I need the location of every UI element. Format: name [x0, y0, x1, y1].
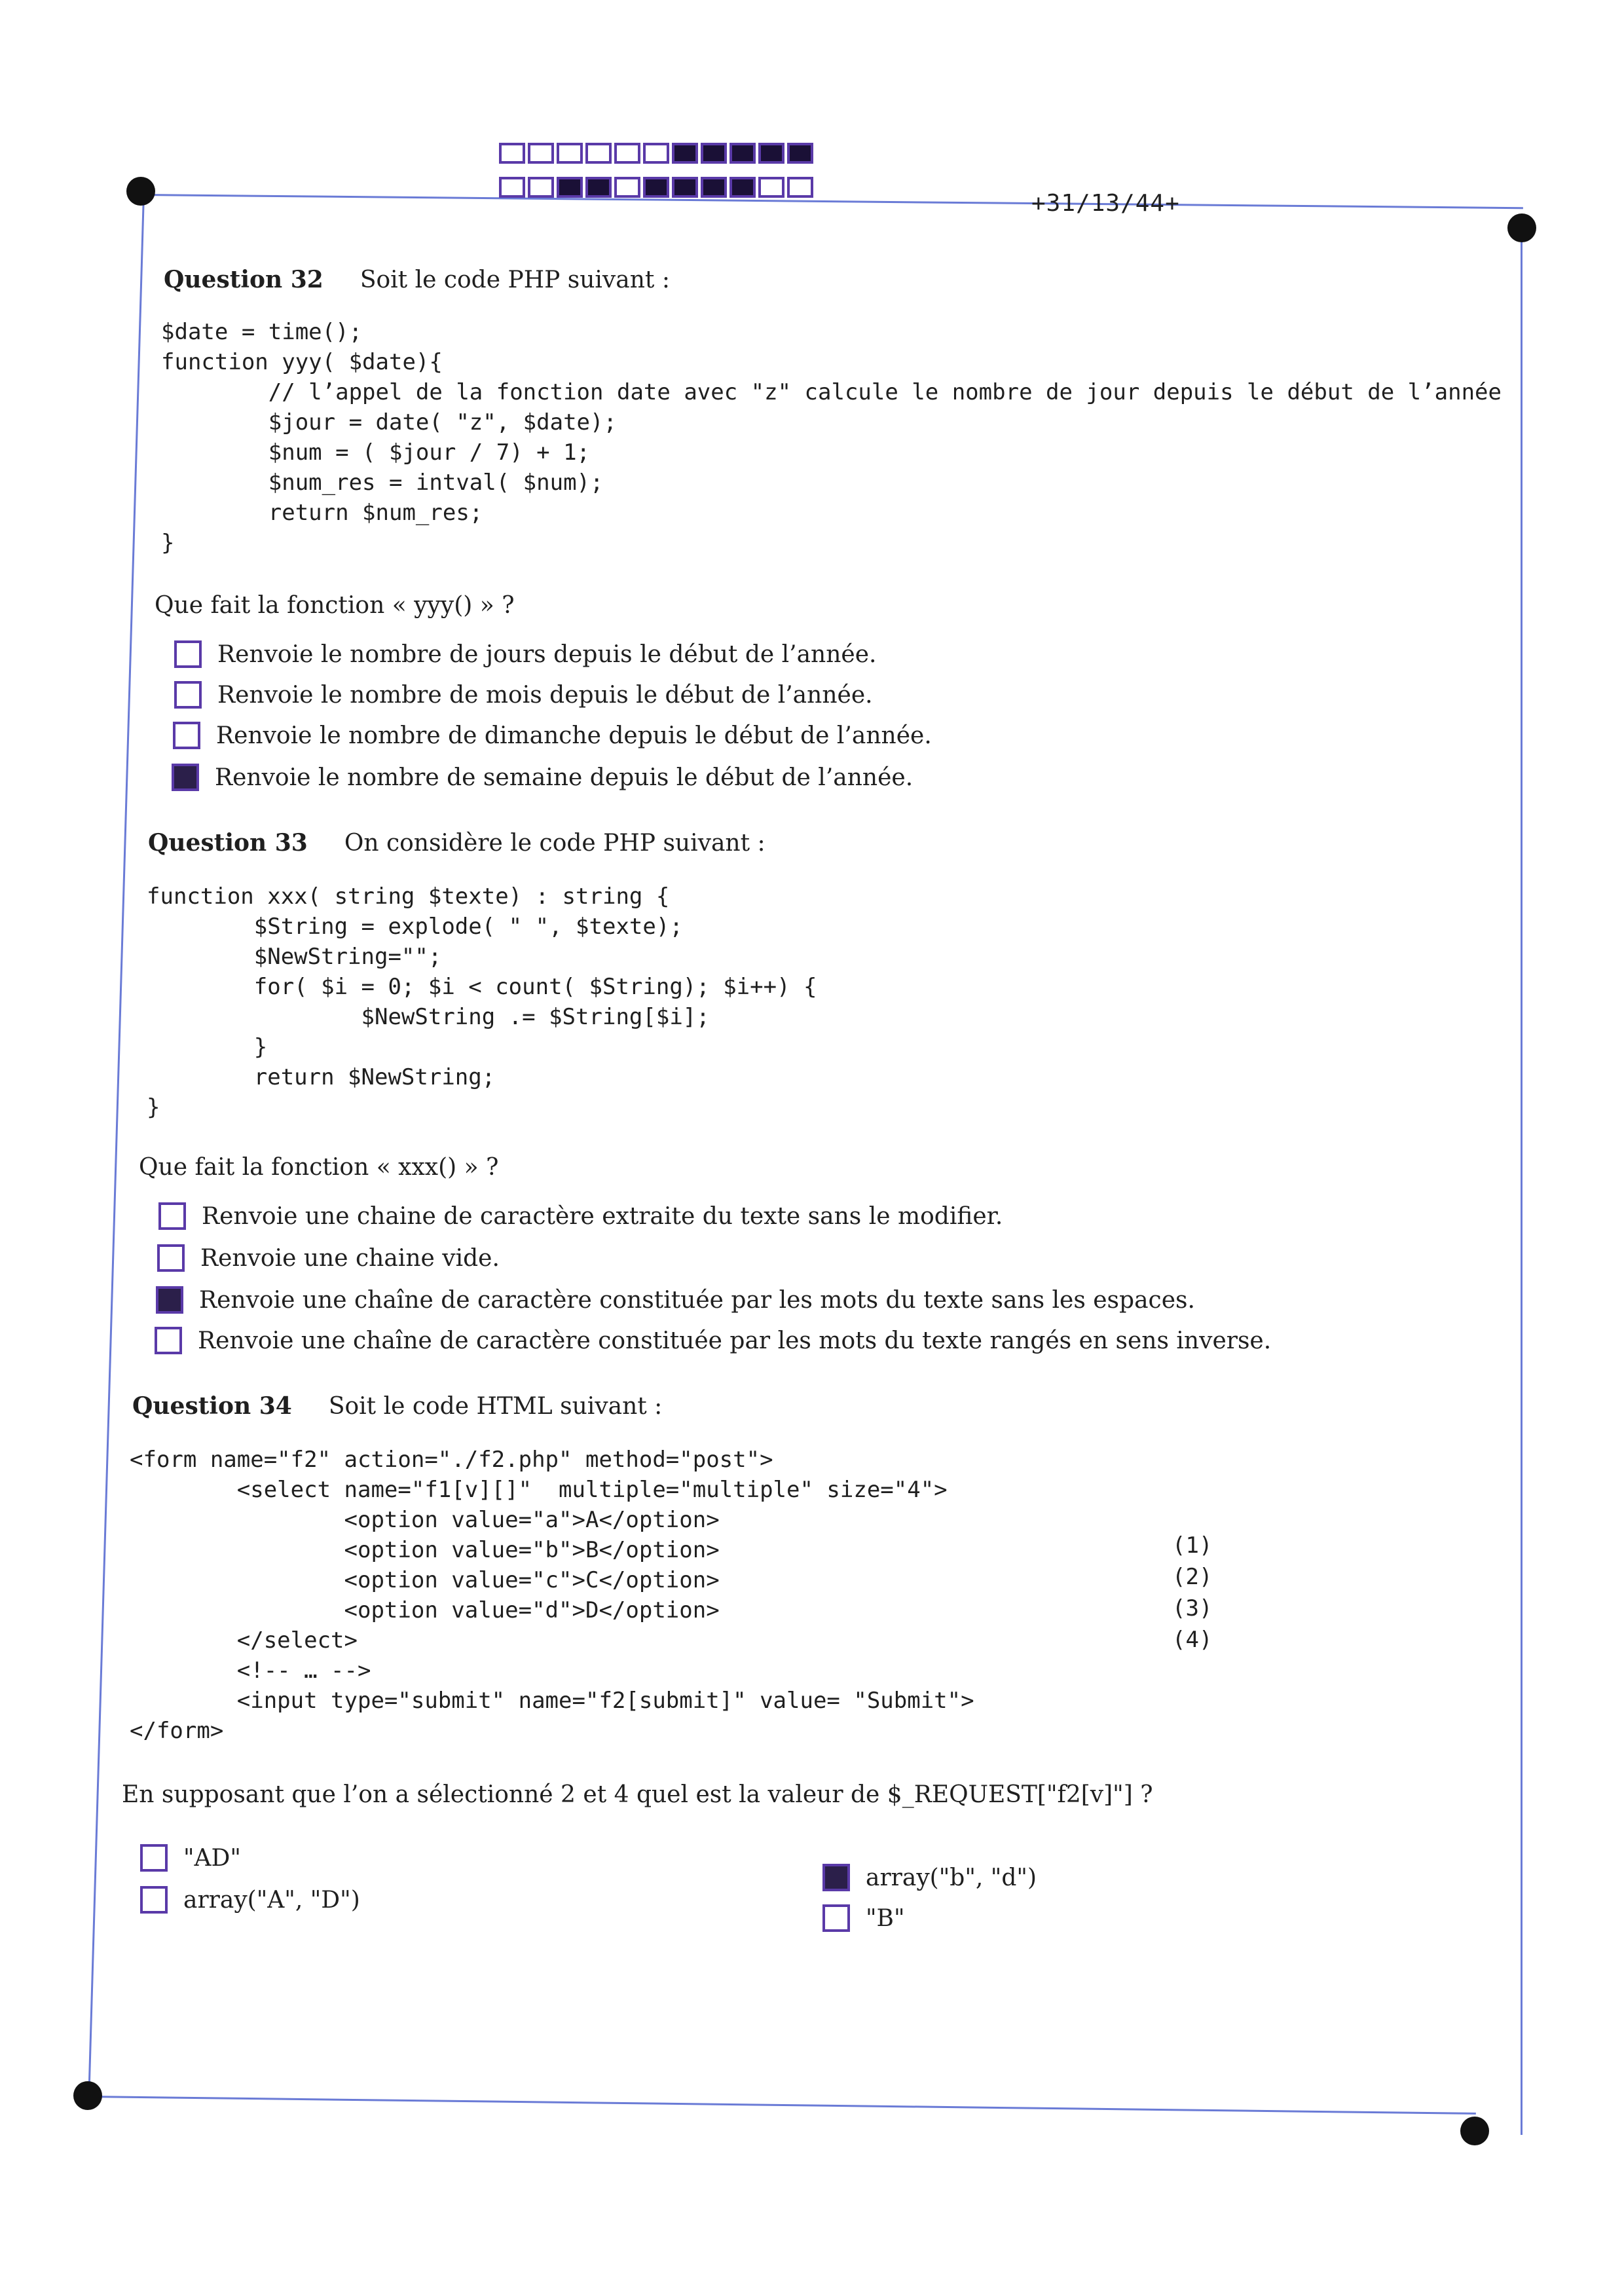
q34-answer-4[interactable] — [822, 1904, 905, 1932]
q32-prompt: Que fait la fonction « yyy() » ? — [155, 592, 515, 619]
barcode-cell — [758, 177, 784, 198]
page-id: +31/13/44+ — [1031, 190, 1180, 217]
barcode-cell — [499, 177, 525, 198]
q32-checkbox-3[interactable] — [173, 722, 200, 749]
q34-answer-1[interactable] — [140, 1844, 241, 1872]
q32-answer-3[interactable] — [173, 722, 932, 749]
q34-checkbox-3[interactable] — [822, 1864, 850, 1891]
q34-answer-3-text: array("b", "d") — [866, 1864, 1037, 1891]
barcode-cell — [557, 143, 583, 164]
q34-checkbox-2[interactable] — [140, 1886, 168, 1914]
barcode-cell — [557, 177, 583, 198]
q32-label: Question 32 — [164, 266, 323, 293]
q34-answer-2[interactable] — [140, 1886, 360, 1914]
q33-checkbox-4[interactable] — [155, 1327, 182, 1354]
barcode-cell — [614, 143, 640, 164]
line-tag-4: (4) — [1172, 1627, 1213, 1653]
line-tag-3: (3) — [1172, 1595, 1213, 1621]
q33-answer-3-text: Renvoie une chaîne de caractère constituée par les mots du texte sans les espaces. — [199, 1286, 1195, 1314]
barcode-cell — [701, 177, 727, 198]
q32-checkbox-4[interactable] — [172, 764, 199, 791]
barcode-cell — [758, 143, 784, 164]
barcode-cell — [672, 143, 698, 164]
q32-answer-3-text: Renvoie le nombre de dimanche depuis le début de l’année. — [216, 722, 932, 749]
barcode-cell — [729, 143, 756, 164]
q34-answer-1-text: "AD" — [183, 1844, 241, 1872]
q33-checkbox-1[interactable] — [158, 1202, 186, 1230]
q32-code: $date = time(); function yyy( $date){ // l’appel de la fonction date avec "z" calcule le nombre de jour depuis le début de l’année $jour = date( "z", $date); $num = ( $jour / 7) + 1; $num_res = intval( $num); return $num_res; } — [161, 319, 1502, 556]
barcode-row-2 — [499, 177, 813, 198]
barcode-cell — [585, 177, 612, 198]
barcode-cell — [643, 143, 669, 164]
q32-checkbox-2[interactable] — [174, 681, 202, 709]
q32-intro: Soit le code PHP suivant : — [360, 267, 670, 293]
frame-left-line — [88, 194, 145, 2100]
q34-intro: Soit le code HTML suivant : — [328, 1393, 663, 1420]
frame-bottom-line — [88, 2096, 1476, 2115]
q33-answer-2[interactable] — [157, 1244, 500, 1272]
q33-prompt: Que fait la fonction « xxx() » ? — [139, 1154, 499, 1181]
barcode-cell — [585, 143, 612, 164]
registration-mark-bottom-left — [73, 2081, 102, 2110]
q33-code: function xxx( string $texte) : string { $String = explode( " ", $texte); $NewString=""; for( $i = 0; $i < count( $String); $i++) { $NewString .= $String[$i]; } return $NewString; } — [147, 883, 817, 1120]
q32-answer-2-text: Renvoie le nombre de mois depuis le début de l’année. — [217, 681, 873, 709]
q33-checkbox-3[interactable] — [156, 1286, 183, 1314]
frame-right-line — [1521, 228, 1522, 2135]
q32-header — [164, 266, 670, 293]
q33-answer-1[interactable] — [158, 1202, 1003, 1230]
q33-answer-2-text: Renvoie une chaine vide. — [200, 1244, 500, 1272]
barcode-cell — [672, 177, 698, 198]
q33-answer-4[interactable] — [155, 1327, 1271, 1354]
barcode-cell — [787, 177, 813, 198]
q34-header — [132, 1392, 662, 1420]
q34-answer-3[interactable] — [822, 1864, 1037, 1891]
q33-intro: On considère le code PHP suivant : — [344, 830, 766, 857]
q34-checkbox-1[interactable] — [140, 1844, 168, 1872]
barcode-cell — [787, 143, 813, 164]
q32-answer-1-text: Renvoie le nombre de jours depuis le début de l’année. — [217, 640, 877, 668]
barcode-cell — [643, 177, 669, 198]
q34-answer-2-text: array("A", "D") — [183, 1886, 360, 1914]
q33-checkbox-2[interactable] — [157, 1244, 185, 1272]
line-tag-1: (1) — [1172, 1532, 1213, 1559]
line-tag-2: (2) — [1172, 1564, 1213, 1590]
q32-answer-4-text: Renvoie le nombre de semaine depuis le début de l’année. — [215, 764, 913, 791]
barcode-cell — [614, 177, 640, 198]
barcode-row-1 — [499, 143, 813, 164]
frame-top-line — [143, 194, 1523, 209]
registration-mark-bottom-right — [1460, 2117, 1489, 2145]
q34-answer-4-text: "B" — [866, 1904, 905, 1932]
barcode-cell — [729, 177, 756, 198]
q34-checkbox-4[interactable] — [822, 1904, 850, 1932]
q34-label: Question 34 — [132, 1392, 292, 1420]
q32-answer-4[interactable] — [172, 764, 913, 791]
q33-answer-1-text: Renvoie une chaine de caractère extraite du texte sans le modifier. — [202, 1202, 1003, 1230]
registration-mark-top-right — [1507, 213, 1536, 242]
q32-answer-1[interactable] — [174, 640, 876, 668]
q32-checkbox-1[interactable] — [174, 640, 202, 668]
q34-code: <form name="f2" action="./f2.php" method="post"> <select name="f1[v][]" multiple="multiple" size="4"> <option value="a">A</option> <option value="b">B</option> <option value="c">C</option> <option value="d">D</option> </select> <!-- … --> <input type="submit" name="f2[submit]" value= "Submit"> </form> — [130, 1447, 974, 1744]
q33-header — [148, 829, 766, 857]
q32-answer-2[interactable] — [174, 681, 873, 709]
barcode-cell — [499, 143, 525, 164]
barcode-cell — [528, 177, 554, 198]
q33-answer-3[interactable] — [156, 1286, 1195, 1314]
barcode-cell — [701, 143, 727, 164]
q34-prompt: En supposant que l’on a sélectionné 2 et 4 quel est la valeur de $_REQUEST["f2[v]"] ? — [122, 1781, 1153, 1808]
registration-mark-top-left — [126, 177, 155, 206]
barcode-cell — [528, 143, 554, 164]
q33-answer-4-text: Renvoie une chaîne de caractère constituée par les mots du texte rangés en sens inverse. — [198, 1327, 1272, 1354]
q33-label: Question 33 — [148, 829, 308, 857]
